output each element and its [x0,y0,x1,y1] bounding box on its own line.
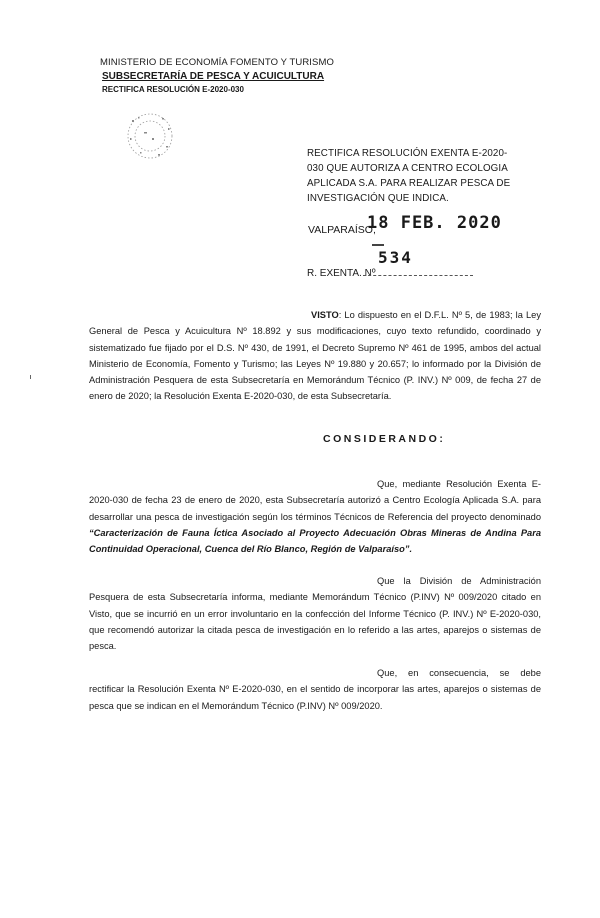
considerando-paragraph-2 [89,573,541,654]
paragraph-2-text: Que la División de Administración Pesquera de esta Subsecretaría informa, mediante Memorándum Técnico (P.INV) Nº 009/2020 citado en Visto, que se incurrió en un error involuntario en la confección del Informe Técnico (P. INV.) Nº E-2020-030, que recomendó autorizar la citada pesca de investigación en lo referido a las artes, aparejos o sistemas de pesca. [89,576,541,652]
faded-stamp-image [118,108,188,168]
paragraph-1-text: Que, mediante Resolución Exenta E-2020-030 de fecha 23 de enero de 2020, esta Subsecretaría autorizó a Centro Ecología Aplicada S.A. para desarrollar una pesca de investigación según los términos Técnicos de Referencia del proyecto denominado [89,479,541,522]
subsecretaria-name: SUBSECRETARÍA DE PESCA Y ACUICULTURA [102,71,325,82]
project-name: “Caracterización de Fauna Íctica Asociado al Proyecto Adecuación Obras Mineras de Andina Para Continuidad Operacional, Cuenca del Río Blanco, Región de Valparaíso”. [89,527,541,555]
visto-text: : Lo dispuesto en el D.F.L. Nº 5, de 1983; la Ley General de Pesca y Acuicultura Nº 18.892 y sus modificaciones, cuyo texto refundido, coordinado y sistematizado fue fijado por el D.S. Nº 430, de 1991, el Decreto Supremo Nº 461 de 1995, ambos del actual Ministerio de Economía, Fomento y Turismo; las Leyes Nº 19.880 y 20.657; lo informado por la División de Administración Pesquera de esta Subsecretaría en Memorándum Técnico (P. INV.) Nº 009, de fecha 27 de enero de 2020; la Resolución Exenta E-2020-030, de esta Subsecretaría. [89,310,541,402]
paragraph-3-text: Que, en consecuencia, se debe rectificar la Resolución Exenta Nº E-2020-030, en el sentido de incorporar las artes, aparejos o sistemas de pesca que se indican en el Memorándum Técnico (P.INV) Nº 009/2020. [89,668,541,711]
resolution-number-line [363,275,473,276]
considerando-paragraph-3 [89,665,541,714]
resolution-date-stamp: 18 FEB. 2020 [367,213,502,233]
margin-mark [30,375,31,379]
stamp-mark [372,244,384,246]
resolution-number: 534 [378,248,413,267]
visto-paragraph [89,307,541,405]
resolution-subject: RECTIFICA RESOLUCIÓN EXENTA E-2020-030 QUE AUTORIZA A CENTRO ECOLOGIA APLICADA S.A. PARA REALIZAR PESCA DE INVESTIGACIÓN QUE INDICA. [307,148,511,204]
ministry-name: MINISTERIO DE ECONOMÍA FOMENTO Y TURISMO [100,57,334,68]
considerando-paragraph-1 [89,476,541,557]
considerando-heading: CONSIDERANDO: [323,433,446,445]
document-reference: RECTIFICA RESOLUCIÓN E-2020-030 [102,85,244,94]
visto-lead: VISTO [311,310,339,320]
resolution-label: R. EXENTA. Nº [307,268,376,279]
place-label: VALPARAÍSO, [308,224,376,236]
